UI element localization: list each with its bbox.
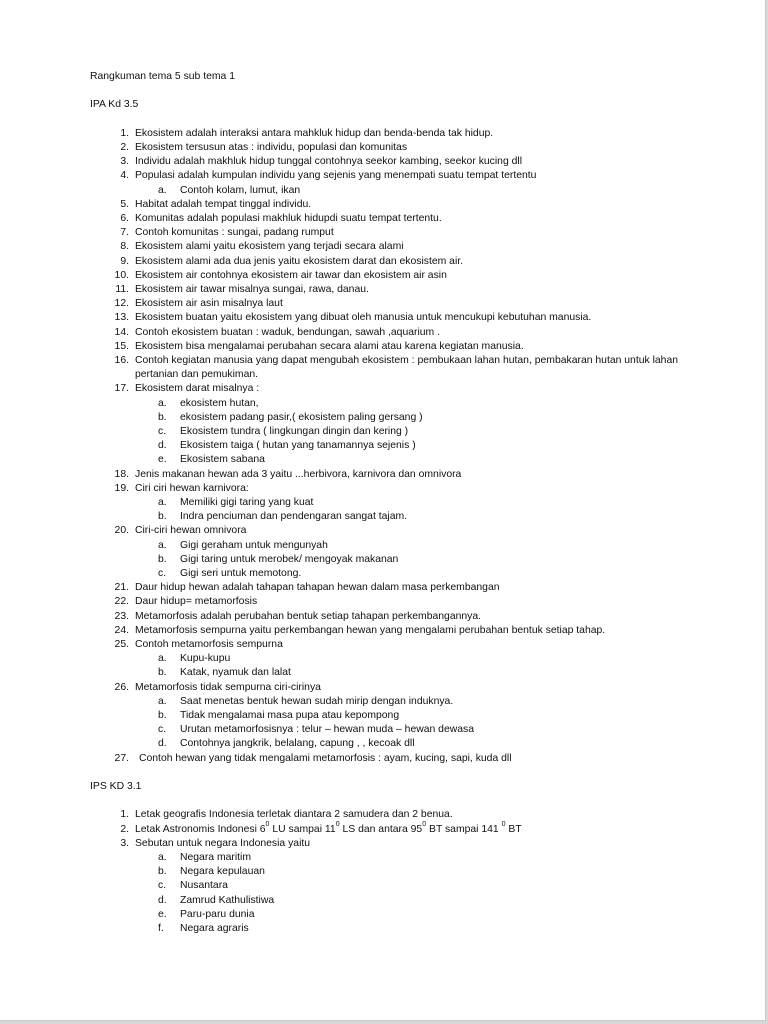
list-item	[90, 638, 690, 681]
sub-item-letter: b.	[158, 866, 167, 878]
list-item	[90, 581, 690, 595]
item-number: 18.	[114, 468, 129, 480]
list-item	[90, 240, 690, 254]
item-text: Letak geografis Indonesia terletak diantara 2 samudera dan 2 benua.	[135, 809, 453, 821]
ipa-list	[90, 127, 690, 766]
item-number: 11.	[115, 283, 129, 295]
sub-item-letter: c.	[158, 880, 167, 892]
list-item	[90, 382, 690, 467]
list-item	[90, 482, 690, 525]
sub-list-item	[135, 865, 690, 879]
sub-item-letter: f.	[158, 923, 164, 935]
ips-list	[90, 808, 690, 936]
sub-item-text: Zamrud Kathulistiwa	[180, 894, 275, 906]
sub-list-item	[135, 425, 690, 439]
degree-superscript: 0	[422, 821, 427, 829]
sub-list-item	[135, 695, 690, 709]
sub-item-letter: a.	[158, 695, 167, 707]
sub-item-letter: e.	[158, 908, 167, 920]
degree-superscript: 0	[501, 821, 506, 829]
sub-list	[135, 851, 690, 936]
sub-item-text: Nusantara	[180, 880, 228, 892]
sub-list-item	[135, 908, 690, 922]
sub-list	[135, 397, 690, 468]
item-number: 15.	[114, 340, 129, 352]
item-number: 10.	[114, 269, 129, 281]
item-text: Metamorfosis sempurna yaitu perkembangan hewan yang mengalami perubahan bentuk setiap tahap.	[135, 624, 606, 636]
section-heading-ipa: IPA Kd 3.5	[90, 99, 139, 111]
item-text: Individu adalah makhluk hidup tunggal contohnya seekor kambing, seekor kucing dll	[135, 156, 523, 168]
item-text: Populasi adalah kumpulan individu yang sejenis yang menempati suatu tempat tertentu	[135, 170, 537, 182]
item-number: 4.	[120, 170, 129, 182]
item-text: Contoh hewan yang tidak mengalami metamorfosis : ayam, kucing, sapi, kuda dll	[139, 752, 512, 764]
item-number: 2.	[120, 823, 129, 835]
sub-list-item	[135, 737, 690, 751]
sub-item-letter: d.	[158, 894, 167, 906]
item-number: 5.	[120, 198, 129, 210]
item-text: Contoh ekosistem buatan : waduk, bendungan, sawah ,aquarium .	[135, 326, 440, 338]
sub-item-text: Negara kepulauan	[180, 866, 265, 878]
item-number: 22.	[114, 596, 129, 608]
item-number: 13.	[114, 312, 129, 324]
item-number: 7.	[120, 227, 129, 239]
sub-list-item	[135, 567, 690, 581]
item-number: 3.	[120, 837, 129, 849]
sub-list	[135, 652, 690, 680]
sub-item-text: Kupu-kupu	[180, 653, 231, 665]
item-number: 27.	[114, 752, 129, 764]
item-text: Ekosistem alami ada dua jenis yaitu ekosistem darat dan ekosistem air.	[135, 255, 464, 267]
list-item	[90, 808, 690, 822]
item-number: 17.	[114, 383, 129, 395]
list-item	[90, 169, 690, 197]
document-body	[90, 70, 690, 936]
item-number: 3.	[120, 156, 129, 168]
item-text: Ciri ciri hewan karnivora:	[135, 482, 249, 494]
sub-item-text: Gigi taring untuk merobek/ mengoyak makanan	[180, 553, 399, 565]
list-item	[90, 127, 690, 141]
sub-item-letter: a.	[158, 539, 167, 551]
sub-list	[135, 496, 690, 524]
item-number: 20.	[114, 525, 129, 537]
sub-item-letter: a.	[158, 653, 167, 665]
list-item	[90, 212, 690, 226]
sub-list	[135, 539, 690, 582]
sub-item-text: Gigi seri untuk memotong.	[180, 568, 302, 580]
sub-list	[135, 184, 690, 198]
sub-list-item	[135, 496, 690, 510]
sub-item-text: Negara maritim	[180, 852, 252, 864]
sub-list-item	[135, 723, 690, 737]
sub-list-item	[135, 553, 690, 567]
sub-item-text: Ekosistem tundra ( lingkungan dingin dan kering )	[180, 426, 409, 438]
sub-list-item	[135, 652, 690, 666]
item-number: 19.	[114, 482, 129, 494]
item-number: 23.	[114, 610, 129, 622]
list-item	[90, 610, 690, 624]
sub-list-item	[135, 397, 690, 411]
sub-item-text: Ekosistem sabana	[180, 454, 265, 466]
sub-item-letter: a.	[158, 852, 167, 864]
item-text: Contoh metamorfosis sempurna	[135, 639, 283, 651]
list-item	[90, 297, 690, 311]
list-item	[90, 283, 690, 297]
item-text: Ekosistem alami yaitu ekosistem yang terjadi secara alami	[135, 241, 404, 253]
list-item	[90, 155, 690, 169]
item-text-part: Letak Astronomis Indonesi 6	[135, 823, 266, 835]
sub-list-item	[135, 411, 690, 425]
item-text: Ekosistem air tawar misalnya sungai, rawa, danau.	[135, 283, 369, 295]
item-number: 25.	[114, 639, 129, 651]
sub-item-letter: a.	[158, 497, 167, 509]
list-item	[90, 823, 690, 837]
sub-item-letter: b.	[158, 667, 167, 679]
sub-item-letter: e.	[158, 454, 167, 466]
item-text: Jenis makanan hewan ada 3 yaitu ...herbivora, karnivora dan omnivora	[135, 468, 462, 480]
item-text: Ekosistem adalah interaksi antara mahkluk hidup dan benda-benda tak hidup.	[135, 127, 494, 139]
list-item	[90, 141, 690, 155]
sub-item-letter: d.	[158, 738, 167, 750]
item-text: Contoh komunitas : sungai, padang rumput	[135, 227, 334, 239]
item-text-part: LS dan antara 95	[339, 823, 423, 835]
item-text: Ekosistem tersusun atas : individu, populasi dan komunitas	[135, 141, 408, 153]
item-text: Sebutan untuk negara Indonesia yaitu	[135, 837, 311, 849]
sub-list-item	[135, 894, 690, 908]
sub-item-text: Ekosistem taiga ( hutan yang tanamannya sejenis )	[180, 440, 416, 452]
sub-item-text: Negara agraris	[180, 923, 249, 935]
item-number: 2.	[120, 141, 129, 153]
item-number: 24.	[114, 624, 129, 636]
sub-list-item	[135, 510, 690, 524]
sub-item-letter: c.	[158, 568, 167, 580]
sub-item-text: Contohnya jangkrik, belalang, capung , , kecoak dll	[180, 738, 415, 750]
list-item	[90, 326, 690, 340]
sub-item-text: Saat menetas bentuk hewan sudah mirip dengan induknya.	[180, 695, 454, 707]
item-text: Ciri-ciri hewan omnivora	[135, 525, 247, 537]
sub-item-letter: b.	[158, 411, 167, 423]
item-number: 21.	[114, 582, 129, 594]
item-number: 14.	[114, 326, 129, 338]
sub-item-text: ekosistem padang pasir,( ekosistem paling gersang )	[180, 411, 423, 423]
sub-item-text: Tidak mengalamai masa pupa atau kepompong	[180, 710, 400, 722]
sub-list-item	[135, 539, 690, 553]
item-number: 26.	[114, 681, 129, 693]
sub-item-text: Urutan metamorfosisnya : telur – hewan muda – hewan dewasa	[180, 724, 474, 736]
item-text: Metamorfosis tidak sempurna ciri-cirinya	[135, 681, 321, 693]
sub-item-letter: c.	[158, 724, 167, 736]
list-item	[90, 354, 690, 382]
list-item	[90, 681, 690, 752]
sub-item-letter: a.	[158, 397, 167, 409]
sub-list-item	[135, 709, 690, 723]
sub-item-text: ekosistem hutan,	[180, 397, 259, 409]
list-item	[90, 226, 690, 240]
item-text: Daur hidup= metamorfosis	[135, 596, 258, 608]
list-item	[90, 311, 690, 325]
sub-item-text: Paru-paru dunia	[180, 908, 255, 920]
list-item	[90, 340, 690, 354]
item-text-part: BT sampai 141	[426, 823, 502, 835]
list-item	[90, 837, 690, 936]
item-text: Contoh kegiatan manusia yang dapat mengubah ekosistem : pembukaan lahan hutan, pembakaran hutan untuk lahan pertanian dan pemukiman.	[135, 355, 679, 381]
sub-item-text: Indra penciuman dan pendengaran sangat tajam.	[180, 511, 408, 523]
degree-superscript: 0	[265, 821, 270, 829]
sub-item-text: Memiliki gigi taring yang kuat	[180, 497, 314, 509]
list-item	[90, 524, 690, 581]
list-item	[90, 198, 690, 212]
sub-list-item	[135, 851, 690, 865]
sub-list-item	[135, 439, 690, 453]
item-text	[135, 821, 522, 835]
document-title: Rangkuman tema 5 sub tema 1	[90, 71, 235, 82]
item-number: 1.	[120, 127, 129, 139]
list-item	[90, 468, 690, 482]
item-text: Daur hidup hewan adalah tahapan tahapan hewan dalam masa perkembangan	[135, 582, 500, 594]
sub-item-letter: c.	[158, 426, 167, 438]
list-item	[90, 255, 690, 269]
list-item	[90, 595, 690, 609]
section-heading-ips: IPS KD 3.1	[90, 781, 142, 793]
sub-item-letter: b.	[158, 553, 167, 565]
item-text: Komunitas adalah populasi makhluk hidupdi suatu tempat tertentu.	[135, 212, 442, 224]
sub-item-text: Katak, nyamuk dan lalat	[180, 667, 291, 679]
item-text: Ekosistem darat misalnya :	[135, 383, 260, 395]
list-item	[90, 624, 690, 638]
item-text: Ekosistem bisa mengalamai perubahan secara alami atau karena kegiatan manusia.	[135, 340, 524, 352]
sub-list-item	[135, 666, 690, 680]
item-text: Metamorfosis adalah perubahan bentuk setiap tahapan perkembangannya.	[135, 610, 482, 622]
sub-item-letter: a.	[158, 184, 167, 196]
sub-list	[135, 695, 690, 752]
sub-list-item	[135, 922, 690, 936]
item-text-part: LU sampai 11	[269, 823, 336, 835]
item-number: 12.	[114, 298, 129, 310]
item-text: Ekosistem air contohnya ekosistem air tawar dan ekosistem air asin	[135, 269, 447, 281]
sub-item-letter: b.	[158, 511, 167, 523]
sub-list-item	[135, 453, 690, 467]
item-number: 6.	[120, 212, 129, 224]
item-number: 8.	[120, 241, 129, 253]
sub-list-item	[135, 184, 690, 198]
list-item	[90, 752, 690, 766]
item-text: Habitat adalah tempat tinggal individu.	[135, 198, 312, 210]
sub-list-item	[135, 879, 690, 893]
sub-item-text: Gigi geraham untuk mengunyah	[180, 539, 328, 551]
sub-item-letter: b.	[158, 710, 167, 722]
sub-item-letter: d.	[158, 440, 167, 452]
item-number: 1.	[120, 809, 129, 821]
item-text-part: BT	[505, 823, 522, 835]
item-number: 9.	[120, 255, 129, 267]
sub-item-text: Contoh kolam, lumut, ikan	[180, 184, 301, 196]
item-number: 16.	[114, 355, 129, 366]
item-text: Ekosistem air asin misalnya laut	[135, 298, 283, 310]
item-text: Ekosistem buatan yaitu ekosistem yang dibuat oleh manusia untuk mencukupi kebutuhan manusia.	[135, 312, 592, 324]
degree-superscript: 0	[335, 821, 340, 829]
list-item	[90, 269, 690, 283]
